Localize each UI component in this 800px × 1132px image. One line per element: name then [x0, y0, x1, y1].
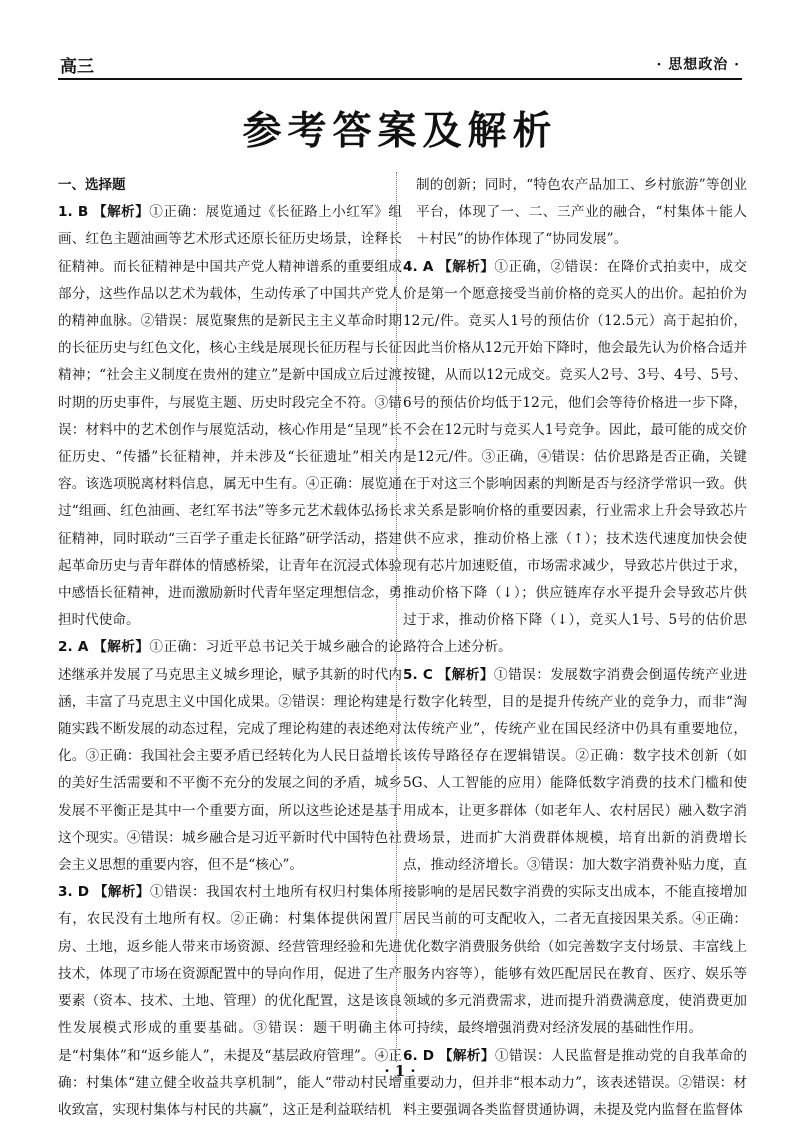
analysis-tag: 【解析】	[93, 204, 150, 221]
right-column	[403, 172, 747, 1124]
left-column	[58, 172, 402, 1124]
page-number: · 1 ·	[384, 1062, 416, 1080]
answer-3-continuation: 制的创新；同时，“特色农产品加工、乡村旅游”等创业平台，体现了一、二、三产业的融合，“村集体＋能人＋村民”的协作体现了“协同发展”。	[416, 177, 747, 248]
page-title: 参考答案及解析	[242, 109, 558, 154]
answer-number: 6. D	[403, 1047, 435, 1064]
answer-item-3	[58, 879, 402, 1124]
answer-item-6	[403, 1043, 747, 1125]
analysis-tag: 【解析】	[93, 639, 150, 656]
column-divider	[396, 172, 397, 1062]
answer-item-2	[58, 634, 402, 879]
analysis-tag: 【解析】	[93, 884, 150, 901]
answer-text: ①错误：发展数字消费会倒逼传统产业进行数字化转型，目的是提升传统产业的竞争力，而非“淘汰传统产业”，传统产业在国民经济中仍具有重要地位，该传导路径存在逻辑错误。②正确：数字技术创新（如5G、人工智能的应用）能降低数字消费的技术门槛和使用成本，让更多群体（如老年人、农村居民）融入数字消费场景，进而扩大消费群体规模，培育出新的消费增长点，推动经济增长。③错误：加大数字消费补贴力度，直接影响的是居民数字消费的实际支出成本，不能直接增加居民当前的可支配收入，二者无直接因果关系。④正确：优化数字消费服务供给（如完善数字支付场景、丰富线上服务内容等），能够有效匹配居民在教育、医疗、娱乐等领域的多元消费需求，进而提升消费满意度，使消费更加可持续，最终增强消费对经济发展的基础性作用。	[403, 666, 747, 1037]
analysis-tag: 【解析】	[438, 258, 495, 275]
analysis-tag: 【解析】	[437, 666, 494, 683]
answer-item-1	[58, 199, 402, 634]
answer-number: 4. A	[403, 258, 434, 275]
answer-number: 3. D	[58, 884, 90, 901]
subject-label: · 思想政治 ·	[656, 57, 740, 73]
grade-label: 高三	[60, 57, 94, 77]
answer-text: ①正确：习近平总书记关于城乡融合的论述继承并发展了马克思主义城乡理论，赋予其新的时代内涵，丰富了马克思主义中国化成果。②错误：理论构建是随实践不断发展的动态过程，完成了理论构建的表述绝对化。③正确：我国社会主要矛盾已经转化为人民日益增长的美好生活需要和不平衡不充分的发展之间的矛盾，城乡发展不平衡正是其中一个重要方面，所以这些论述是基于这个现实。④错误：城乡融合是习近平新时代中国特色社会主义思想的重要内容，但不是“核心”。	[58, 639, 402, 874]
answer-number: 2. A	[58, 639, 89, 656]
page-header	[58, 50, 742, 80]
analysis-tag: 【解析】	[438, 1047, 495, 1064]
answer-text: ①正确，②错误：在降价式拍卖中，成交价是第一个愿意接受当前价格的竞买人的出价。起拍价为12元/件。竞买人1号的预估价（12.5元）高于起拍价，因此当价格从12元开始下降时，他会最先认为价格合适并按键，从而以12元成交。竞买人2号、3号、4号、5号、6号的预估价均低于12元，他们会等待价格进一步下降，不会在12元时与竞买人1号竞争。因此，最可能的成交价是12元/件。③正确，④错误：估价思路是否正确，关键在于对这三个影响因素的判断是否与经济学常识一致。供求关系是影响价格的重要因素，行业需求上升会导致芯片供不应求，推动价格上涨（↑）；技术迭代速度加快会使现有芯片加速贬值，市场需求减少，导致芯片供过于求，推动价格下降（↓）；供应链库存水平提升会导致芯片供过于求，推动价格下降（↓），竞买人1号、5号的估价思路符合上述分析。	[403, 258, 747, 656]
answer-item-5	[403, 662, 747, 1043]
answer-text: ①正确：展览通过《长征路上小红军》组画、红色主题油画等艺术形式还原长征历史场景，诠释长征精神。而长征精神是中国共产党人精神谱系的重要组成部分，这些作品以艺术为载体，生动传承了中国共产党人的精神血脉。②错误：展览聚焦的是新民主主义革命时期的长征历史与红色文化，核心主线是展现长征历程与长征精神；“社会主义制度在贵州的建立”是新中国成立后过渡时期的历史事件，与展览主题、历史时段完全不符。③错误：材料中的艺术创作与展览活动，核心作用是“呈现”长征历史、“传播”长征精神，并未涉及“长征遗址”相关内容。该选项脱离材料信息，属无中生有。④正确：展览通过“组画、红色油画、老红军书法”等多元艺术载体弘扬长征精神，同时联动“三百学子重走长征路”研学活动，搭建起革命历史与青年群体的情感桥梁，让青年在沉浸式体验中感悟长征精神，进而激励新时代青年坚定理想信念，勇担时代使命。	[58, 204, 403, 629]
answer-text: ①错误：我国农村土地所有权归村集体所有，农民没有土地所有权。②正确：村集体提供闲置厂房、土地，返乡能人带来市场资源、经营管理经验和先进技术，体现了市场在资源配置中的导向作用，促进了生产要素（资本、技术、土地、管理）的优化配置，这是该良性发展模式形成的重要基础。③错误：题干明确主体是“村集体”和“返乡能人”，未提及“基层政府管理”。④正确：村集体“建立健全收益共享机制”，能人“带动村民增收致富，实现村集体与村民的共赢”，这正是利益联结机	[58, 884, 403, 1118]
answer-number: 5. C	[403, 666, 433, 683]
answer-item-4	[403, 254, 747, 662]
answer-text: ①错误：人民监督是推动党的自我革命的重要动力，但并非“根本动力”，该表述错误。②错误：材料主要强调各类监督贯通协调，未提及党内监督在监督体	[403, 1047, 748, 1118]
section-title: 一、选择题	[58, 177, 126, 193]
answer-number: 1. B	[58, 204, 89, 221]
